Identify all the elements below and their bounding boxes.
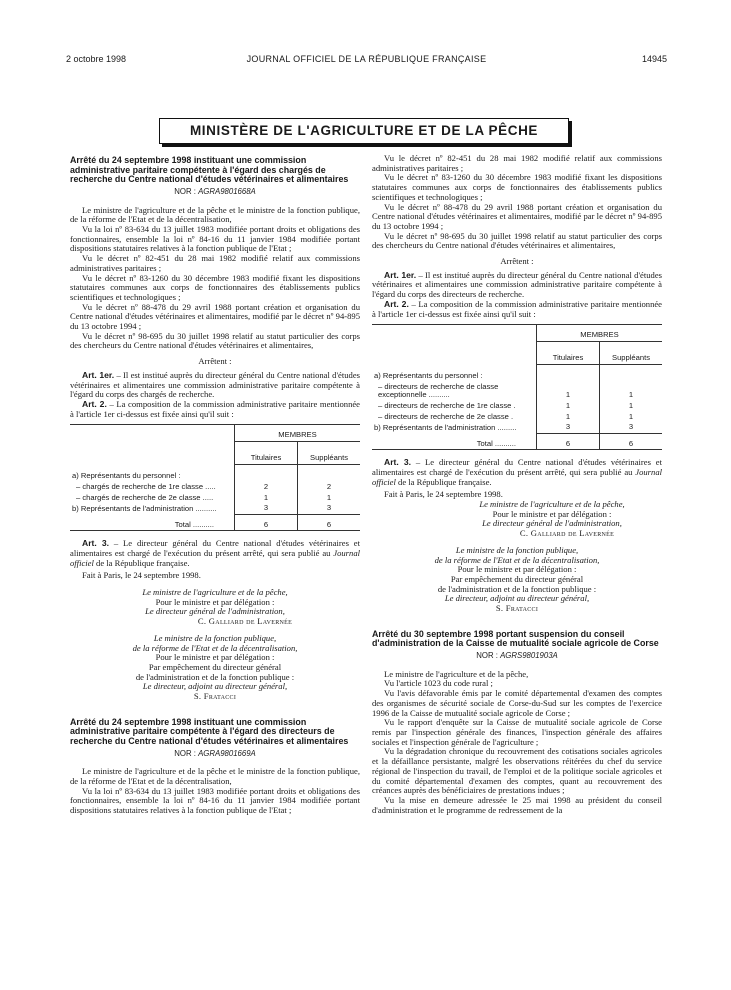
table-total-row: Total .......... 6 6 bbox=[70, 514, 360, 531]
paragraph: Vu le rapport d'enquête sur la Caisse de mutualité sociale agricole de Corse remis par l'inspection générale des finances, l'inspection générale des affaires sociales et l'inspection générale de l'agriculture ; bbox=[372, 717, 662, 747]
decree-charges-recherche bbox=[70, 156, 360, 702]
left-column bbox=[70, 156, 360, 990]
signature-line: Pour le ministre et par délégation : bbox=[155, 596, 275, 607]
col-titulaires: Titulaires bbox=[250, 453, 282, 463]
table-row: b) Représentants de l'administration ......... 3 3 bbox=[372, 422, 662, 433]
signatory-name: S. Fratacci bbox=[495, 603, 539, 614]
paragraph: Vu la dégradation chronique du recouvrement des cotisations sociales agricoles et la défaillance persistante, malgré les observations réitérées du chef du service régional de l'inspection du travail, de l'emploi et de la politique sociale agricoles et du comité départemental d'examen des comptes, quant au recouvrement des créances auprès des bénéficiaires de prestations indues ; bbox=[372, 746, 662, 796]
paragraph: Vu le décret nº 88-478 du 29 avril 1988 portant création et organisation du Centre national d'études vétérinaires et alimentaires, modifié par le décret nº 94-895 du 13 octobre 1994 ; bbox=[372, 201, 662, 231]
signature-line: Le ministre de la fonction publique, bbox=[455, 544, 579, 555]
table-head: MEMBRES bbox=[580, 330, 619, 340]
article-1: Art. 1er. – Il est institué auprès du directeur général du Centre national d'études vétérinaires et alimentaires une commission administrative paritaire compétente à l'égard du corps des chargés de recherche. bbox=[70, 369, 360, 400]
nor-reference: NOR : AGRA9801668A bbox=[174, 186, 256, 196]
decree-title: Arrêté du 24 septembre 1998 instituant une commission administrative paritaire compétente à l'égard des chargés de recherche du Centre national d'études vétérinaires et alimentaires bbox=[70, 156, 349, 185]
col-titulaires: Titulaires bbox=[552, 353, 584, 363]
table-row: a) Représentants du personnel : bbox=[372, 364, 662, 382]
fait-a-paris: Fait à Paris, le 24 septembre 1998. bbox=[384, 489, 503, 500]
article-2: Art. 2. – La composition de la commission administrative paritaire mentionnée à l'article 1er ci-dessus est fixée ainsi qu'il suit : bbox=[70, 398, 360, 419]
table-row: – directeurs de recherche de 2e classe . 1 1 bbox=[372, 412, 662, 423]
arretent-heading: Arrêtent : bbox=[500, 256, 534, 267]
paragraph: Vu la loi nº 83-634 du 13 juillet 1983 modifiée portant droits et obligations des fonctionnaires, ensemble la loi nº 84-16 du 11 janvier 1984 modifiée portant dispositions statutaires relatives à la fonction publique de l'Etat ; bbox=[70, 224, 360, 254]
article-1: Art. 1er. – Il est institué auprès du directeur général du Centre national d'études vétérinaires et alimentaires une commission administrative paritaire compétente à l'égard du corps des directeurs de recherche. bbox=[372, 269, 662, 300]
col-suppleants: Suppléants bbox=[612, 353, 650, 363]
signature-line: Pour le ministre et par délégation : bbox=[155, 652, 275, 663]
paragraph: Vu le décret nº 83-1260 du 30 décembre 1983 modifié fixant les dispositions statutaires communes aux corps de fonctionnaires des établissements publics scientifiques et technologiques ; bbox=[70, 272, 360, 302]
header-page-number: 14945 bbox=[641, 54, 667, 64]
article-3: Art. 3. – Le directeur général du Centre national d'études vétérinaires et alimentaires est chargé de l'exécution du présent arrêté, qui sera publié au Journal officiel de la République française. bbox=[70, 538, 360, 568]
decree-title: Arrêté du 30 septembre 1998 portant suspension du conseil d'administration de la Caisse de mutualité sociale agricole de Corse bbox=[372, 628, 659, 649]
table-row: – chargés de recherche de 2e classe ..... 1 1 bbox=[70, 493, 360, 504]
decree-msa-corse bbox=[372, 630, 662, 816]
signature-line: Par empêchement du directeur général bbox=[450, 573, 584, 584]
signature-line: de la réforme de l'Etat et de la décentralisation, bbox=[434, 554, 600, 565]
paragraph: Vu la loi nº 83-634 du 13 juillet 1983 modifiée portant droits et obligations des fonctionnaires, ensemble la loi nº 84-16 du 11 janvier 1984 modifiée portant dispositions statutaires relatives à la fonction publique de l'Etat ; bbox=[70, 785, 360, 816]
right-column bbox=[372, 154, 662, 990]
signature-line: Le directeur, adjoint au directeur général, bbox=[444, 593, 590, 604]
members-table bbox=[372, 324, 662, 450]
signature-line: Le directeur général de l'administration, bbox=[145, 606, 285, 617]
arretent-heading: Arrêtent : bbox=[198, 356, 232, 367]
nor-reference: NOR : AGRA9801669A bbox=[174, 748, 256, 758]
paragraph: Vu l'article 1023 du code rural ; bbox=[384, 678, 493, 689]
signature-line: Le ministre de l'agriculture et de la pêche, bbox=[479, 499, 625, 510]
paragraph: Le ministre de l'agriculture et de la pêche et le ministre de la fonction publique, de la réforme de l'Etat et de la décentralisation, bbox=[70, 766, 360, 787]
decree-title: Arrêté du 24 septembre 1998 instituant une commission administrative paritaire compétente à l'égard des directeurs de recherche du Centre national d'études vétérinaires et alimentaires bbox=[70, 716, 349, 746]
signature-line: Pour le ministre et par délégation : bbox=[457, 564, 577, 575]
paragraph: Vu la mise en demeure adressée le 25 mai 1998 au président du conseil d'administration et le programme de redressement de la bbox=[372, 794, 662, 815]
table-row: b) Représentants de l'administration .......... 3 3 bbox=[70, 503, 360, 514]
paragraph: Le ministre de l'agriculture et de la pêche, bbox=[384, 668, 529, 679]
table-row: – directeurs de recherche de 1re classe . 1 1 bbox=[372, 401, 662, 412]
signature-line: de l'administration et de la fonction publique : bbox=[135, 671, 295, 682]
header-date: 2 octobre 1998 bbox=[66, 54, 127, 64]
decree-directeurs-recherche-continued bbox=[372, 154, 662, 614]
page-header bbox=[66, 54, 667, 68]
signature-line: Le directeur général de l'administration, bbox=[482, 518, 622, 529]
article-3: Art. 3. – Le directeur général du Centre national d'études vétérinaires et alimentaires est chargé de l'exécution du présent arrêté, qui sera publié au Journal officiel de la République française. bbox=[372, 457, 662, 487]
ministry-title: MINISTÈRE DE L'AGRICULTURE ET DE LA PÊCHE bbox=[189, 123, 539, 139]
paragraph: Vu le décret nº 82-451 du 28 mai 1982 modifié relatif aux commissions administratives paritaires ; bbox=[372, 154, 662, 173]
paragraph: Vu le décret nº 82-451 du 28 mai 1982 modifié relatif aux commissions administratives paritaires ; bbox=[70, 253, 360, 273]
table-row: a) Représentants du personnel : bbox=[70, 464, 360, 482]
members-table bbox=[70, 424, 360, 531]
signature-line: Le ministre de la fonction publique, bbox=[153, 632, 277, 643]
fait-a-paris: Fait à Paris, le 24 septembre 1998. bbox=[82, 570, 201, 581]
signature-line: Pour le ministre et par délégation : bbox=[492, 508, 612, 519]
signatory-name: S. Fratacci bbox=[193, 691, 237, 702]
col-suppleants: Suppléants bbox=[310, 453, 348, 463]
signature-line: de l'administration et de la fonction publique : bbox=[437, 583, 597, 594]
paragraph: Vu le décret nº 98-695 du 30 juillet 1998 relatif au statut particulier des corps des chercheurs du Centre national d'études vétérinaires et alimentaires, bbox=[70, 330, 360, 351]
signatory-name: C. Galliard de Lavernée bbox=[197, 616, 293, 627]
paragraph: Vu le décret nº 83-1260 du 30 décembre 1983 modifié fixant les dispositions statutaires communes aux corps de fonctionnaires des établissements publics scientifiques et technologiques ; bbox=[372, 172, 662, 202]
table-row: – directeurs de recherche de classe exceptionnelle .......... 1 1 bbox=[372, 382, 662, 401]
paragraph: Vu l'avis défavorable émis par le comité départemental d'examen des comptes des organismes de sécurité sociale de Corse-du-Sud sur les comptes de l'exercice 1996 de la Caisse de mutualité sociale agricole de Corse ; bbox=[372, 688, 662, 718]
table-row: – chargés de recherche de 1re classe ..... 2 2 bbox=[70, 482, 360, 493]
signature-line: de la réforme de l'Etat et de la décentralisation, bbox=[132, 642, 298, 653]
signatory-name: C. Galliard de Lavernée bbox=[519, 528, 615, 539]
ministry-banner bbox=[159, 118, 569, 144]
signature-line: Par empêchement du directeur général bbox=[148, 661, 282, 672]
paragraph: Vu le décret nº 88-478 du 29 avril 1988 portant création et organisation du Centre national d'études vétérinaires et alimentaires, modifié par le décret nº 94-895 du 13 octobre 1994 ; bbox=[70, 301, 360, 332]
table-total-row: Total .......... 6 6 bbox=[372, 433, 662, 450]
decree-directeurs-recherche bbox=[70, 718, 360, 816]
table-head: MEMBRES bbox=[278, 430, 317, 440]
paragraph: Vu le décret nº 98-695 du 30 juillet 1998 relatif au statut particulier des corps des chercheurs du Centre national d'études vétérinaires et alimentaires, bbox=[372, 230, 662, 251]
header-journal: JOURNAL OFFICIEL DE LA RÉPUBLIQUE FRANÇAISE bbox=[246, 54, 487, 64]
signature-line: Le directeur, adjoint au directeur général, bbox=[142, 681, 288, 692]
nor-reference: NOR : AGRS9801903A bbox=[476, 650, 558, 660]
article-2: Art. 2. – La composition de la commission administrative paritaire mentionnée à l'article 1er ci-dessus est fixée ainsi qu'il suit : bbox=[372, 298, 662, 319]
signature-line: Le ministre de l'agriculture et de la pêche, bbox=[142, 587, 288, 598]
paragraph: Le ministre de l'agriculture et de la pêche et le ministre de la fonction publique, de la réforme de l'Etat et de la décentralisation, bbox=[70, 204, 360, 225]
